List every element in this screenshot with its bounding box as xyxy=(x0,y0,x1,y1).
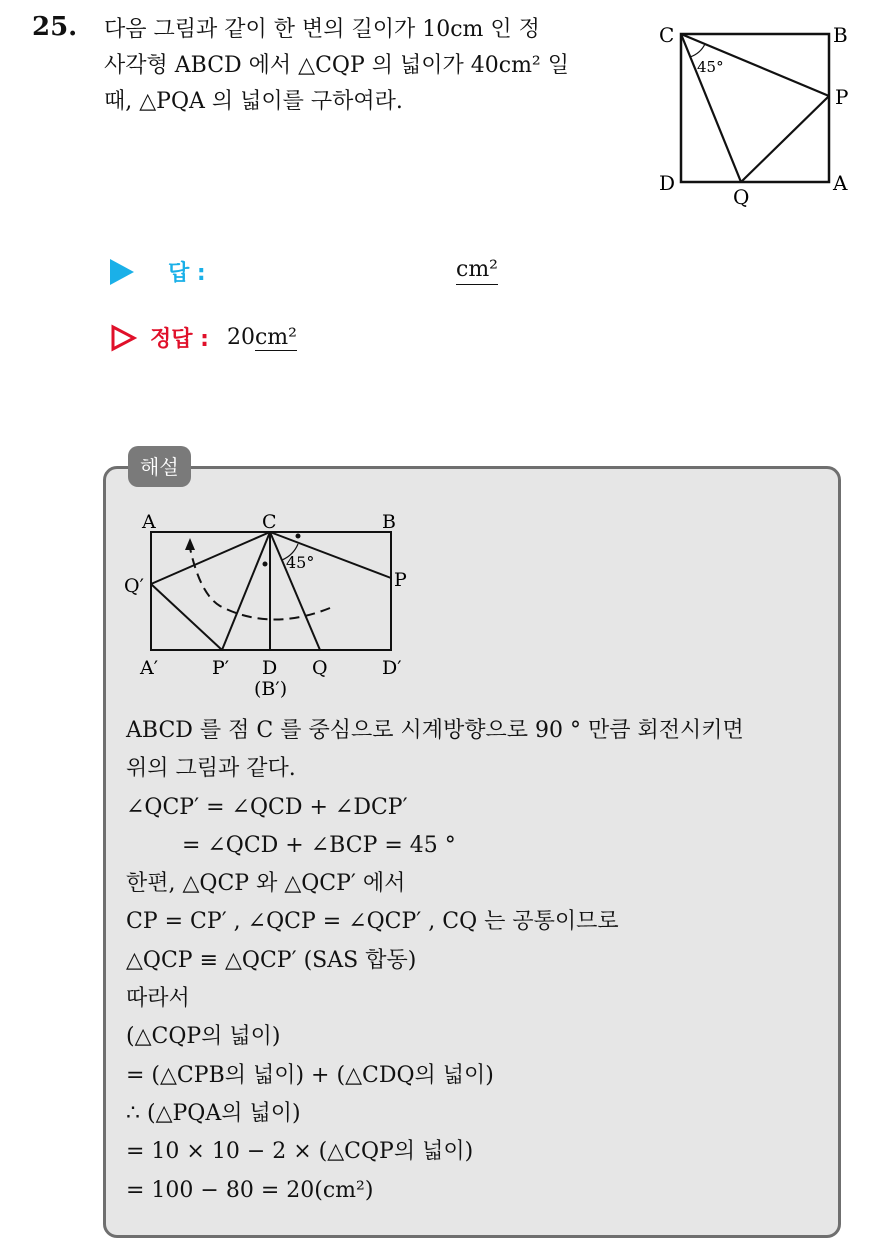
label-p: P xyxy=(394,569,407,591)
label-b: B xyxy=(382,511,396,533)
answer-unit: cm² xyxy=(456,256,498,285)
explanation-line: CP = CP′ , ∠QCP = ∠QCP′ , CQ 는 공통이므로 xyxy=(126,909,619,935)
correct-unit: cm² xyxy=(254,324,297,350)
label-a: A xyxy=(833,171,848,195)
explanation-line: (△CQP의 넓이) xyxy=(126,1024,281,1050)
label-c: C xyxy=(659,23,675,47)
label-d-prime: D′ xyxy=(382,657,402,679)
answer-label: 답 : xyxy=(168,261,206,286)
explanation-line: = 100 − 80 = 20(cm²) xyxy=(126,1177,374,1203)
correct-answer-row xyxy=(110,322,297,353)
angle-label: 45° xyxy=(697,58,724,76)
explanation-line: ∠QCP′ = ∠QCD + ∠DCP′ xyxy=(126,794,408,820)
explanation-line: 위의 그림과 같다. xyxy=(126,756,296,782)
answer-row xyxy=(110,256,499,287)
segment-qp xyxy=(741,96,829,182)
explanation-line: ABCD 를 점 C 를 중심으로 시계방향으로 90 ° 만큼 회전시키면 xyxy=(126,718,744,743)
square-figure xyxy=(655,20,855,220)
angle-arc xyxy=(690,44,705,57)
angle-mark-dot xyxy=(296,534,301,539)
label-q: Q xyxy=(733,185,750,209)
question-text xyxy=(104,12,634,120)
explanation-text xyxy=(126,712,744,1210)
rotation-figure xyxy=(120,506,440,702)
correct-value: 20 xyxy=(226,325,255,350)
explanation-line: 따라서 xyxy=(126,986,190,1012)
question-line: 다음 그림과 같이 한 변의 길이가 10cm 인 정 xyxy=(104,17,540,42)
explanation-line: ∴ (△PQA의 넓이) xyxy=(126,1100,301,1126)
label-q-prime: Q′ xyxy=(124,575,144,597)
angle-mark-dot xyxy=(263,562,268,567)
explanation-line: = 10 × 10 − 2 × (△CQP의 넓이) xyxy=(126,1139,474,1165)
segment-q1p1 xyxy=(151,584,222,650)
correct-label: 정답 : xyxy=(150,327,209,352)
angle-label: 45° xyxy=(286,553,315,572)
explanation-line: △QCP ≡ △QCP′ (SAS 합동) xyxy=(126,947,417,973)
play-icon xyxy=(110,259,134,285)
label-d: D xyxy=(262,657,278,679)
label-d: D xyxy=(659,171,676,195)
label-p-prime: P′ xyxy=(212,657,230,679)
label-a-prime: A′ xyxy=(140,657,159,679)
label-q: Q xyxy=(312,657,328,679)
question-number: 25. xyxy=(32,12,78,42)
label-p: P xyxy=(835,85,849,109)
explanation-line: 한편, △QCP 와 △QCP′ 에서 xyxy=(126,871,406,897)
question-line: 사각형 ABCD 에서 △CQP 의 넓이가 40cm² 일 xyxy=(104,53,569,78)
outline-triangle-icon xyxy=(110,324,138,352)
explanation-line: = (△CPB의 넓이) + (△CDQ의 넓이) xyxy=(126,1062,494,1088)
explanation-line: = ∠QCD + ∠BCP = 45 ° xyxy=(126,832,456,858)
question-line: 때, △PQA 의 넓이를 구하여라. xyxy=(104,89,403,114)
explanation-tab: 해설 xyxy=(128,446,191,487)
label-b: B xyxy=(833,23,848,47)
label-a: A xyxy=(142,511,156,533)
arrow-head xyxy=(185,538,195,550)
label-c: C xyxy=(262,511,277,533)
label-b-prime: (B′) xyxy=(254,678,288,700)
square-abcd xyxy=(681,34,829,182)
